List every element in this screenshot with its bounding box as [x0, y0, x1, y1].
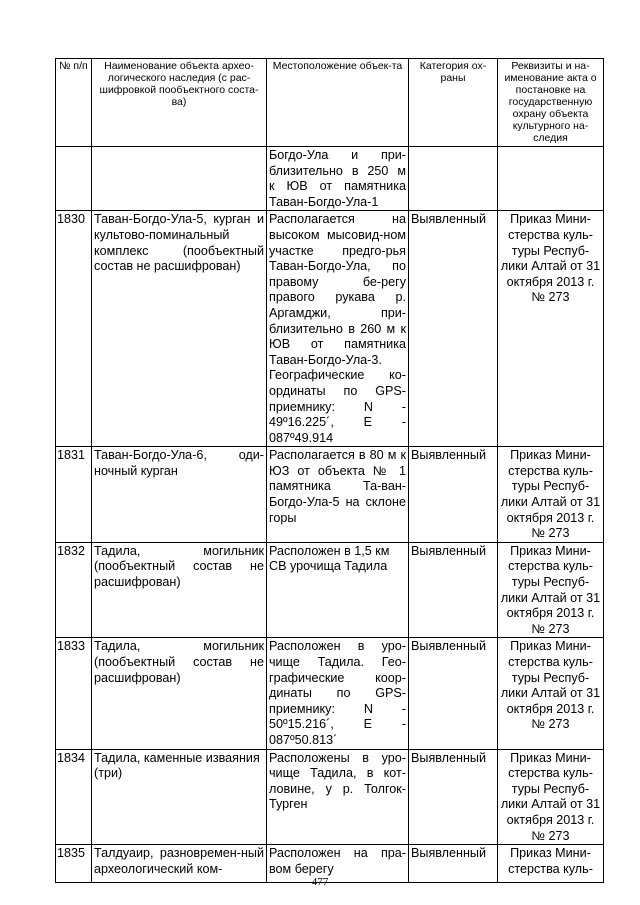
cell-object-name: Тадила, могильник (пообъектный состав не расшифрован) [92, 638, 267, 749]
cell-location: Расположен в уро-чище Тадила. Гео-графические коор-динаты по GPS-приемнику: N - 50º15.216´, E - 087º50.813´ [267, 638, 409, 749]
cell-location [267, 147, 409, 211]
header-object-name [92, 59, 267, 147]
header-number [56, 59, 92, 147]
cell-number: 1835 [56, 845, 92, 883]
cell-location: Располагается в 80 м к ЮЗ от объекта № 1 памятника Та-ван-Богдо-Ула-5 на склоне горы [267, 447, 409, 543]
cell-number: 1832 [56, 542, 92, 638]
cell-location: Расположен на пра-вом берегу [267, 845, 409, 883]
page-number: 477 [311, 876, 329, 888]
cell-location: Расположены в уро-чище Тадила, в кот-ловине, у р. Толгок-Турген [267, 749, 409, 845]
cell-object-name: Тадила, каменные изваяния (три) [92, 749, 267, 845]
cell-category: Выявленный [409, 845, 498, 883]
cell-location: Расположен в 1,5 км СВ урочища Тадила [267, 542, 409, 638]
cell-category: Выявленный [409, 211, 498, 447]
table-row [56, 211, 604, 447]
cell-location: Располагается на высоком мысовид-ном участке предго-рья Таван-Богдо-Ула, по правому бе-регу правого рукава р. Аргамджи, при-близительно в 260 м к ЮВ от памятника Таван-Богдо-Ула-3. Географические ко-ординаты по GPS-приемнику: N - 49º16.225´, E - 087º49.914 [267, 211, 409, 447]
location-line: близительно в 250 м [269, 163, 406, 178]
cell-number: 1830 [56, 211, 92, 447]
header-requisites-label: Реквизиты и на-именование акта о постановке на государственную охрану объекта культурного на-следия [504, 60, 597, 144]
header-location [267, 59, 409, 147]
table-row [56, 447, 604, 543]
cell-number: 1831 [56, 447, 92, 543]
header-category [409, 59, 498, 147]
location-line: Таван-Богдо-Ула-1 [269, 194, 379, 209]
cell-category: Выявленный [409, 749, 498, 845]
cell-object-name [92, 147, 267, 211]
cell-category: Выявленный [409, 447, 498, 543]
header-object-name-label: Наименование объекта архео-логического наследия (с рас-шифровкой пообъектного соста-ва) [99, 60, 259, 108]
table-row-continuation [56, 147, 604, 211]
cell-number: 1834 [56, 749, 92, 845]
cell-object-name: Таван-Богдо-Ула-5, курган и культово-поминальный комплекс (пообъектный состав не расшифрован) [92, 211, 267, 447]
cell-object-name: Талдуаир, разновремен-ный археологический ком- [92, 845, 267, 883]
cell-number [56, 147, 92, 211]
cell-requisites: Приказ Мини-стерства куль-туры Респуб-лики Алтай от 31 октября 2013 г. № 273 [498, 211, 604, 447]
location-line: к ЮВ от памятника [269, 179, 406, 194]
cell-number: 1833 [56, 638, 92, 749]
cell-object-name: Таван-Богдо-Ула-6, оди-ночный курган [92, 447, 267, 543]
cell-object-name: Тадила, могильник (пообъектный состав не расшифрован) [92, 542, 267, 638]
location-line: Богдо-Ула и при- [269, 148, 406, 162]
cell-requisites: Приказ Мини-стерства куль-туры Респуб-лики Алтай от 31 октября 2013 г. № 273 [498, 749, 604, 845]
table-header-row [56, 59, 604, 147]
header-category-label: Категория ох-раны [419, 60, 487, 84]
header-location-label: Местоположение объек-та [272, 60, 403, 72]
cell-requisites [498, 147, 604, 211]
header-number-label: № п/п [59, 60, 88, 72]
header-requisites [498, 59, 604, 147]
table-row [56, 638, 604, 749]
cell-requisites: Приказ Мини-стерства куль-туры Респуб-лики Алтай от 31 октября 2013 г. № 273 [498, 638, 604, 749]
table-row [56, 542, 604, 638]
cell-requisites: Приказ Мини-стерства куль-туры Респуб-лики Алтай от 31 октября 2013 г. № 273 [498, 447, 604, 543]
table-row [56, 749, 604, 845]
heritage-register-table [55, 58, 604, 883]
cell-requisites: Приказ Мини-стерства куль-туры Респуб-лики Алтай от 31 октября 2013 г. № 273 [498, 542, 604, 638]
cell-category: Выявленный [409, 542, 498, 638]
cell-category: Выявленный [409, 638, 498, 749]
cell-category [409, 147, 498, 211]
cell-requisites: Приказ Мини-стерства куль- [498, 845, 604, 883]
